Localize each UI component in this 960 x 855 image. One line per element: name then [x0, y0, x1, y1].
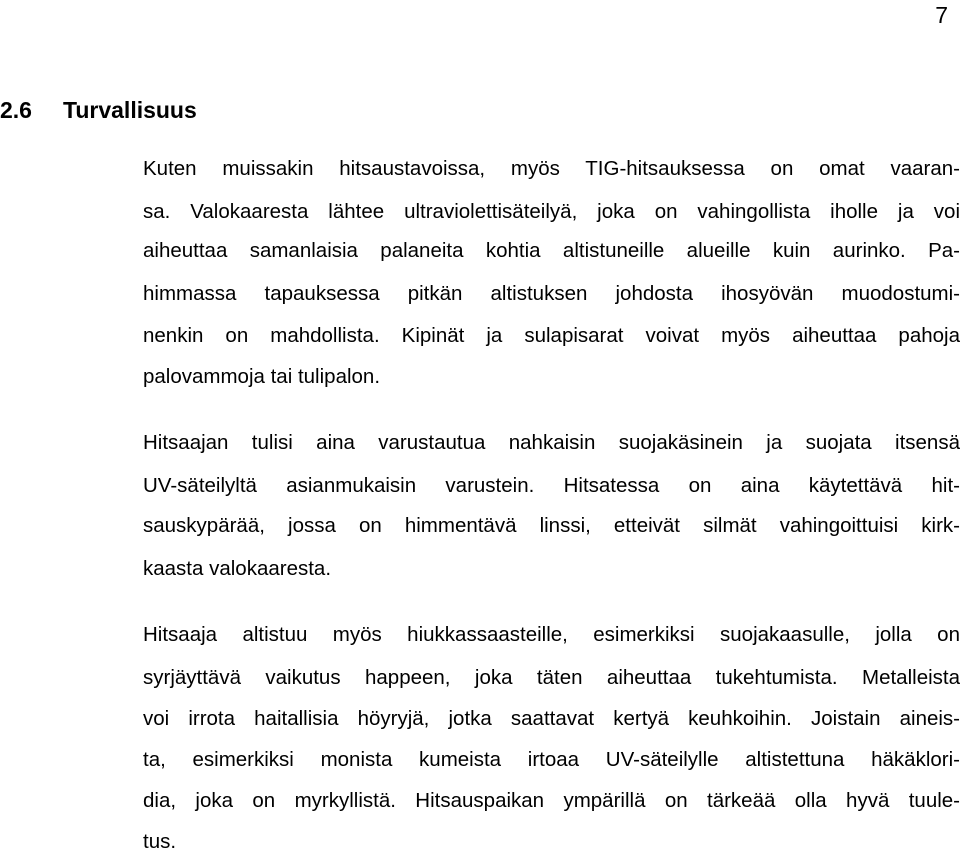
paragraph-line: UV-säteilyltä asianmukaisin varustein. Hitsatessa on aina käytettävä hit- [143, 474, 960, 497]
paragraph-line: Kuten muissakin hitsaustavoissa, myös TIG-hitsauksessa on omat vaaran- [143, 157, 960, 180]
paragraph-line: nenkin on mahdollista. Kipinät ja sulapisarat voivat myös aiheuttaa pahoja [143, 324, 960, 347]
paragraph-line: aiheuttaa samanlaisia palaneita kohtia altistuneille alueille kuin aurinko. Pa- [143, 239, 960, 262]
section-heading [0, 97, 197, 124]
paragraph-line: sa. Valokaaresta lähtee ultraviolettisäteilyä, joka on vahingollista iholle ja voi [143, 200, 960, 223]
paragraph-line: voi irrota haitallisia höyryjä, jotka saattavat kertyä keuhkoihin. Joistain aineis- [143, 707, 960, 730]
paragraph-line: tus. [143, 830, 177, 853]
paragraph-line: dia, joka on myrkyllistä. Hitsauspaikan ympärillä on tärkeää olla hyvä tuule- [143, 789, 960, 812]
paragraph-line: Hitsaaja altistuu myös hiukkassaasteille, esimerkiksi suojakaasulle, jolla on [143, 623, 960, 646]
paragraph-line: palovammoja tai tulipalon. [143, 365, 381, 388]
page-number: 7 [935, 2, 948, 28]
paragraph-line: kaasta valokaaresta. [143, 557, 332, 580]
paragraph-line: sauskypärää, jossa on himmentävä linssi, etteivät silmät vahingoittuisi kirk- [143, 514, 960, 537]
paragraph-line: syrjäyttävä vaikutus happeen, joka täten aiheuttaa tukehtumista. Metalleista [143, 666, 960, 689]
paragraph-line: himmassa tapauksessa pitkän altistuksen johdosta ihosyövän muodostumi- [143, 282, 960, 305]
paragraph-line: Hitsaajan tulisi aina varustautua nahkaisin suojakäsinein ja suojata itsensä [143, 431, 960, 454]
section-number: 2.6 [0, 97, 32, 123]
section-title: Turvallisuus [63, 97, 197, 123]
paragraph-line: ta, esimerkiksi monista kumeista irtoaa UV-säteilylle altistettuna häkäklori- [143, 748, 960, 771]
